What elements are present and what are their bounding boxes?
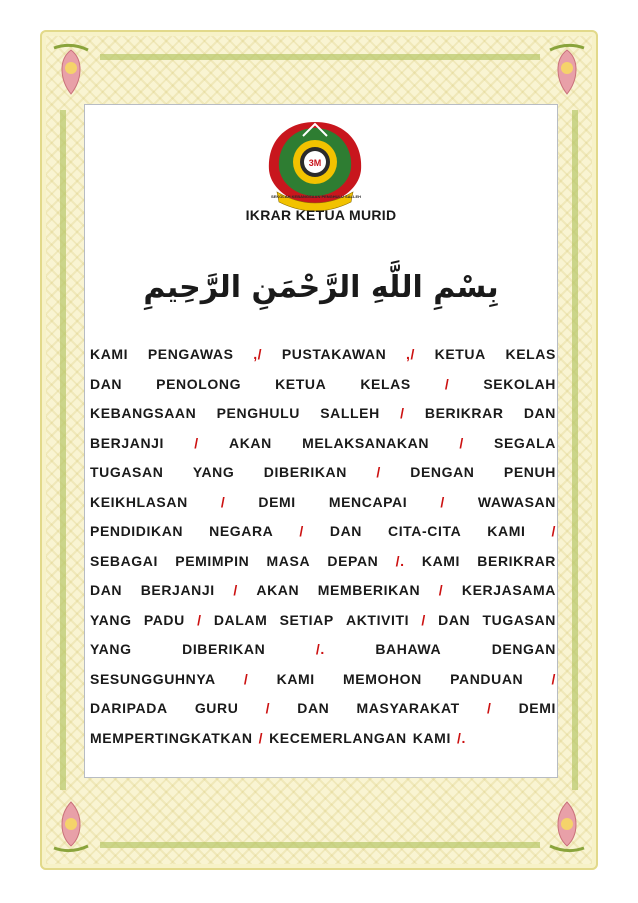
- pledge-word: KECEMERLANGAN: [269, 729, 407, 746]
- vine-border-right: [572, 110, 578, 790]
- pledge-word: DIBERIKAN: [263, 464, 347, 480]
- pledge-word: KERJASAMA: [461, 582, 556, 598]
- pledge-word: NEGARA: [209, 523, 274, 539]
- pledge-word: PENOLONG: [156, 375, 242, 392]
- pledge-word: MASA: [266, 552, 311, 569]
- separator-mark: /: [400, 405, 405, 421]
- pledge-word: DEPAN: [327, 552, 379, 569]
- pledge-word: YANG: [192, 464, 235, 480]
- pledge-word: BERJANJI: [90, 434, 165, 451]
- pledge-word: MENCAPAI: [328, 493, 408, 510]
- vine-border-top: [100, 54, 540, 60]
- separator-mark: /: [551, 670, 556, 687]
- pledge-word: DAN: [90, 375, 123, 392]
- separator-mark: ,/: [253, 346, 263, 362]
- pledge-word: WAWASAN: [477, 493, 556, 510]
- separator-mark: /: [220, 493, 226, 510]
- separator-mark: /: [194, 434, 199, 451]
- pledge-word: SETIAP: [279, 611, 334, 628]
- pledge-word: BERJANJI: [140, 582, 215, 598]
- pledge-word: DARIPADA: [90, 700, 168, 716]
- pledge-word: SEKOLAH: [483, 375, 556, 392]
- pledge-word: DIBERIKAN: [182, 641, 266, 657]
- pledge-word: KAMI: [421, 552, 461, 569]
- pledge-word: DAN: [438, 611, 471, 628]
- pledge-word: TUGASAN: [482, 611, 556, 628]
- pledge-word: KELAS: [505, 346, 556, 362]
- pledge-word: DALAM: [213, 611, 268, 628]
- separator-mark: /.: [395, 552, 405, 569]
- pledge-word: SEGALA: [494, 434, 556, 451]
- document-title: IKRAR KETUA MURID: [245, 207, 397, 223]
- pledge-word: YANG: [90, 611, 132, 628]
- pledge-word: AKAN: [229, 434, 272, 451]
- pledge-word: KETUA: [434, 346, 486, 362]
- separator-mark: ,/: [405, 346, 415, 362]
- separator-mark: /: [299, 523, 304, 539]
- bismillah-text: بِسْمِ اللَّهِ الرَّحْمَنِ الرَّحِيمِ: [143, 270, 499, 305]
- separator-mark: /: [486, 700, 492, 716]
- pledge-word: SEBAGAI: [90, 552, 158, 569]
- flower-ornament-icon: [544, 40, 590, 98]
- pledge-word: AKAN: [256, 582, 300, 598]
- pledge-word: DAN: [90, 582, 123, 598]
- pledge-line: [90, 488, 556, 518]
- crest-banner-text: SEKOLAH KEBANGSAAN PENGHULU SALLEH: [271, 194, 362, 199]
- pledge-line: [90, 517, 556, 547]
- pledge-word: KETUA: [275, 375, 327, 392]
- separator-mark: /: [376, 464, 381, 480]
- separator-mark: /: [551, 523, 556, 539]
- pledge-word: AKTIVITI: [346, 611, 410, 628]
- pledge-word: DENGAN: [410, 464, 475, 480]
- separator-mark: /.: [315, 641, 325, 657]
- pledge-word: KAMI: [276, 670, 315, 687]
- flower-ornament-icon: [48, 40, 94, 98]
- separator-mark: /: [243, 670, 249, 687]
- pledge-word: PUSTAKAWAN: [281, 346, 387, 362]
- pledge-word: KAMI: [412, 729, 451, 746]
- school-crest-logo: [263, 118, 367, 214]
- pledge-line: [90, 724, 556, 754]
- pledge-word: BERIKRAR: [424, 405, 504, 421]
- pledge-word: PENDIDIKAN: [90, 523, 184, 539]
- separator-mark: /.: [456, 729, 466, 746]
- separator-mark: /: [197, 611, 202, 628]
- pledge-word: BAHAWA: [375, 641, 442, 657]
- pledge-line: [90, 429, 556, 459]
- pledge-line: [90, 399, 556, 429]
- pledge-word: KAMI: [90, 346, 129, 362]
- pledge-word: BERIKRAR: [477, 552, 556, 569]
- pledge-word: SESUNGGUHNYA: [90, 670, 216, 687]
- pledge-word: DEMI: [518, 700, 556, 716]
- pledge-word: PENGAWAS: [147, 346, 234, 362]
- separator-mark: /: [438, 582, 444, 598]
- vine-border-left: [60, 110, 66, 790]
- pledge-word: KEIKHLASAN: [90, 493, 188, 510]
- pledge-word: PENGHULU: [216, 405, 300, 421]
- pledge-line: [90, 340, 556, 370]
- separator-mark: /: [265, 700, 271, 716]
- pledge-word: DAN: [329, 523, 362, 539]
- crest-center-text: 3M: [308, 158, 322, 168]
- bismillah-calligraphy: [143, 253, 499, 315]
- separator-mark: /: [421, 611, 426, 628]
- pledge-line: [90, 635, 556, 665]
- pledge-word: SALLEH: [320, 405, 380, 421]
- pledge-word: GURU: [194, 700, 239, 716]
- pledge-word: MEMOHON: [343, 670, 422, 687]
- separator-mark: /: [233, 582, 238, 598]
- flower-ornament-icon: [48, 798, 94, 856]
- pledge-word: MEMBERIKAN: [317, 582, 421, 598]
- pledge-line: [90, 547, 556, 577]
- separator-mark: /: [444, 375, 450, 392]
- pledge-line: [90, 576, 556, 606]
- pledge-word: MELAKSANAKAN: [302, 434, 430, 451]
- separator-mark: /: [258, 729, 264, 746]
- flower-ornament-icon: [544, 798, 590, 856]
- pledge-word: PANDUAN: [450, 670, 524, 687]
- pledge-word: PEMIMPIN: [175, 552, 250, 569]
- pledge-word: TUGASAN: [90, 464, 164, 480]
- pledge-text: [90, 340, 556, 753]
- pledge-word: MASYARAKAT: [356, 700, 460, 716]
- pledge-line: [90, 606, 556, 636]
- separator-mark: /: [440, 493, 445, 510]
- pledge-word: KEBANGSAAN: [90, 405, 197, 421]
- pledge-word: CITA-CITA: [387, 523, 462, 539]
- pledge-line: [90, 694, 556, 724]
- pledge-word: DENGAN: [491, 641, 556, 657]
- pledge-word: KELAS: [360, 375, 411, 392]
- pledge-line: [90, 665, 556, 695]
- pledge-word: DAN: [297, 700, 330, 716]
- separator-mark: /: [459, 434, 464, 451]
- pledge-word: MEMPERTINGKATKAN: [90, 729, 253, 746]
- pledge-word: DEMI: [258, 493, 296, 510]
- pledge-word: YANG: [90, 641, 132, 657]
- pledge-word: PADU: [143, 611, 185, 628]
- pledge-word: KAMI: [487, 523, 526, 539]
- pledge-word: PENUH: [503, 464, 556, 480]
- vine-border-bottom: [100, 842, 540, 848]
- pledge-word: DAN: [523, 405, 556, 421]
- pledge-line: [90, 458, 556, 488]
- pledge-line: [90, 370, 556, 400]
